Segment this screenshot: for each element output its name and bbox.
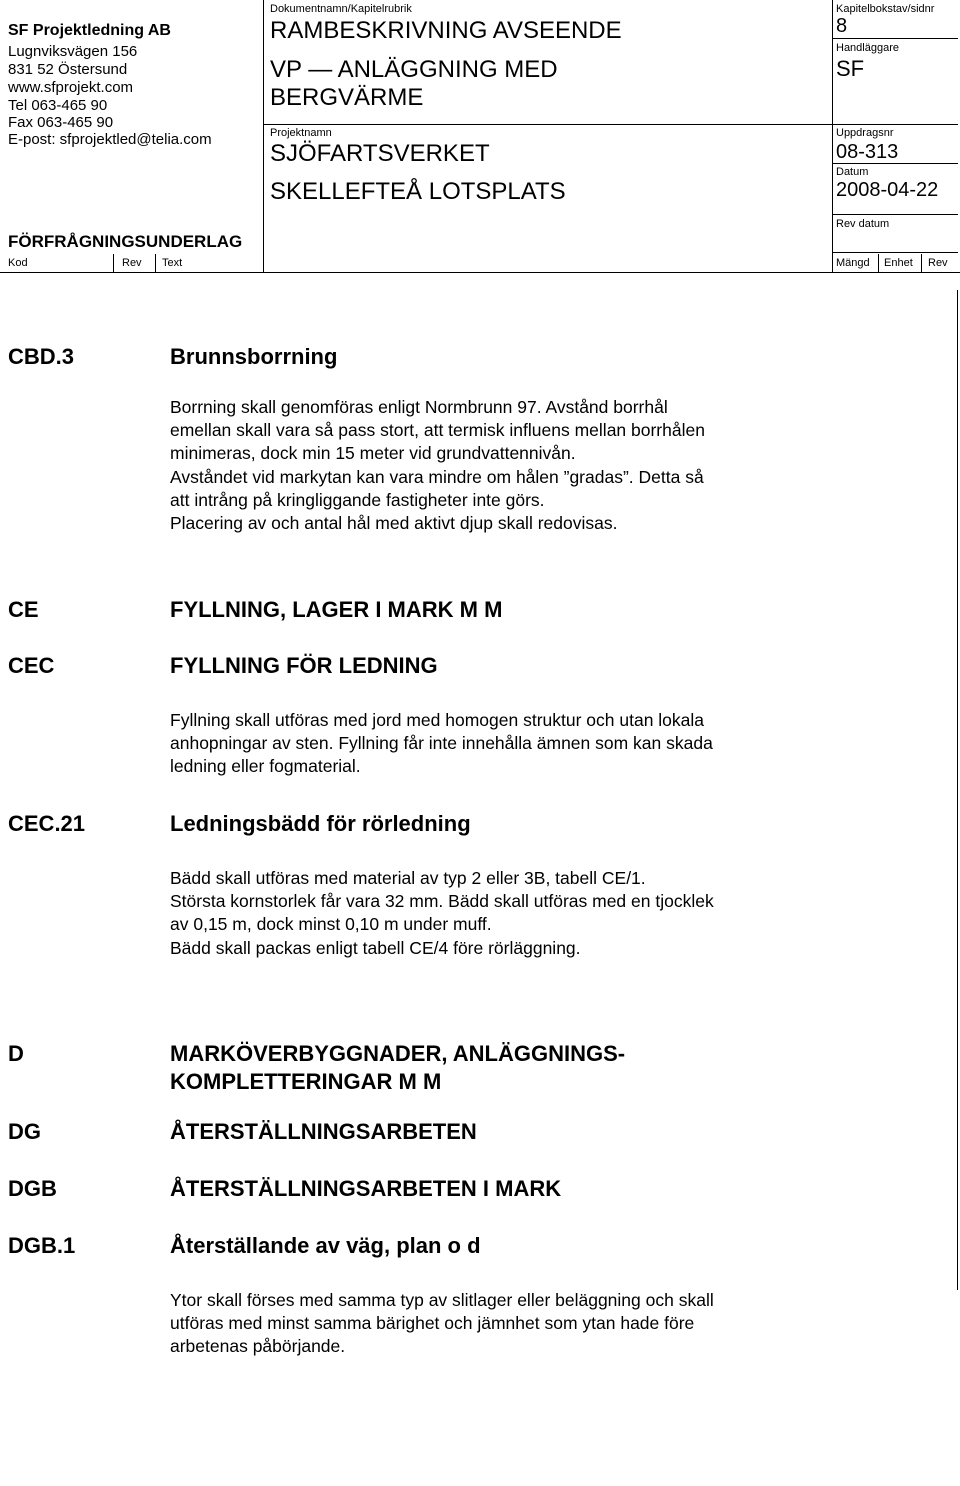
text-line: Ytor skall förses med samma typ av slitlager eller beläggning och skall — [170, 1290, 714, 1310]
section-code-dg: DG — [8, 1119, 41, 1144]
text-line: Bädd skall utföras med material av typ 2 eller 3B, tabell CE/1. — [170, 868, 646, 888]
text-line: Placering av och antal hål med aktivt djup skall redovisas. — [170, 513, 618, 534]
section-title-dgb: ÅTERSTÄLLNINGSARBETEN I MARK — [170, 1176, 562, 1201]
text-line: utföras med minst samma bärighet och jämnhet som ytan hade före — [170, 1313, 695, 1334]
handler-value: SF — [836, 56, 865, 81]
document-title-line-1: RAMBESKRIVNING AVSEENDE — [270, 17, 622, 44]
text-line: Avståndet vid markytan kan vara mindre om hålen ”gradas”. Detta så — [170, 466, 704, 487]
header-rule-columns — [832, 252, 958, 253]
text-line: arbetenas påbörjande. — [170, 1336, 346, 1357]
document-title-line-3: BERGVÄRME — [270, 84, 424, 111]
text-line: Fyllning skall utföras med jord med homogen struktur och utan lokala — [170, 710, 705, 730]
text-line: Borrning skall genomföras enligt Normbrunn 97. Avstånd borrhål — [170, 397, 668, 417]
project-name-line-1: SJÖFARTSVERKET — [270, 140, 490, 167]
date-value: 2008-04-22 — [836, 179, 939, 201]
section-text-cec21 — [170, 867, 714, 960]
section-code-cec21: CEC.21 — [8, 811, 86, 836]
section-text-cbd3 — [170, 396, 705, 535]
right-edge-line — [957, 290, 958, 1290]
company-website: www.sfprojekt.com — [8, 79, 134, 96]
chapter-label: Kapitelbokstav/sidnr — [836, 3, 935, 15]
text-line: minimeras, dock min 15 meter vid grundvattennivån. — [170, 443, 576, 464]
section-text-dgb1 — [170, 1289, 714, 1359]
column-header-kod: Kod — [8, 257, 28, 269]
company-address-city: 831 52 Östersund — [8, 61, 128, 78]
text-line: att intrång på kringliggande fastigheter inte görs. — [170, 489, 545, 510]
document-name-label: Dokumentnamn/Kapitelrubrik — [270, 3, 412, 15]
order-number-value: 08-313 — [836, 141, 899, 163]
header-divider-2 — [832, 0, 833, 272]
section-code-ce: CE — [8, 597, 39, 622]
chapter-value: 8 — [836, 15, 848, 37]
section-code-cec: CEC — [8, 653, 55, 678]
rev-date-label: Rev datum — [836, 218, 890, 230]
section-code-d: D — [8, 1041, 24, 1066]
section-title-d-line-2: KOMPLETTERINGAR M M — [170, 1069, 442, 1094]
company-phone: Tel 063-465 90 — [8, 97, 108, 114]
handler-label: Handläggare — [836, 42, 899, 54]
column-header-rev-right: Rev — [928, 257, 948, 269]
section-code-dgb: DGB — [8, 1176, 57, 1201]
text-line: Bädd skall packas enligt tabell CE/4 före rörläggning. — [170, 937, 581, 958]
company-name: SF Projektledning AB — [8, 22, 171, 39]
project-name-line-2: SKELLEFTEÅ LOTSPLATS — [270, 178, 566, 205]
section-code-dgb1: DGB.1 — [8, 1233, 76, 1258]
project-name-label: Projektnamn — [270, 127, 332, 139]
text-line: Största kornstorlek får vara 32 mm. Bädd skall utföras med en tjocklek — [170, 891, 714, 912]
col-divider-enhet — [921, 254, 922, 272]
order-number-label: Uppdragsnr — [836, 127, 894, 139]
document-type: FÖRFRÅGNINGSUNDERLAG — [8, 232, 243, 251]
text-line: anhopningar av sten. Fyllning får inte innehålla ämnen som kan skada — [170, 733, 713, 754]
section-title-cec: FYLLNING FÖR LEDNING — [170, 653, 438, 678]
column-header-text: Text — [162, 257, 183, 269]
text-line: av 0,15 m, dock minst 0,10 m under muff. — [170, 914, 492, 935]
text-line: ledning eller fogmaterial. — [170, 756, 361, 777]
company-address-street: Lugnviksvägen 156 — [8, 43, 138, 60]
text-line: emellan skall vara så pass stort, att termisk influens mellan borrhålen — [170, 420, 705, 441]
col-divider-kod — [113, 254, 114, 272]
document-title-line-2: VP — ANLÄGGNING MED — [270, 56, 558, 83]
header-divider-1 — [263, 0, 264, 272]
header-rule-project — [263, 124, 958, 125]
header-rule-handler — [832, 38, 958, 39]
column-header-mangd: Mängd — [836, 257, 870, 269]
column-header-rev: Rev — [122, 257, 142, 269]
header-rule-revdate — [832, 214, 958, 215]
date-label: Datum — [836, 166, 869, 178]
col-divider-rev — [155, 254, 156, 272]
col-divider-mangd — [878, 254, 879, 272]
section-title-cbd3: Brunnsborrning — [170, 344, 338, 369]
section-title-cec21: Ledningsbädd för rörledning — [170, 811, 471, 836]
header-rule-bottom — [0, 272, 960, 273]
section-code-cbd3: CBD.3 — [8, 344, 75, 369]
section-title-dg: ÅTERSTÄLLNINGSARBETEN — [170, 1119, 477, 1144]
section-text-cec — [170, 709, 713, 779]
company-fax: Fax 063-465 90 — [8, 114, 114, 131]
section-title-d-line-1: MARKÖVERBYGGNADER, ANLÄGGNINGS- — [170, 1041, 626, 1066]
section-title-ce: FYLLNING, LAGER I MARK M M — [170, 597, 503, 622]
column-header-enhet: Enhet — [884, 257, 913, 269]
section-title-dgb1: Återställande av väg, plan o d — [170, 1233, 481, 1258]
company-email: E-post: sfprojektled@telia.com — [8, 131, 212, 148]
